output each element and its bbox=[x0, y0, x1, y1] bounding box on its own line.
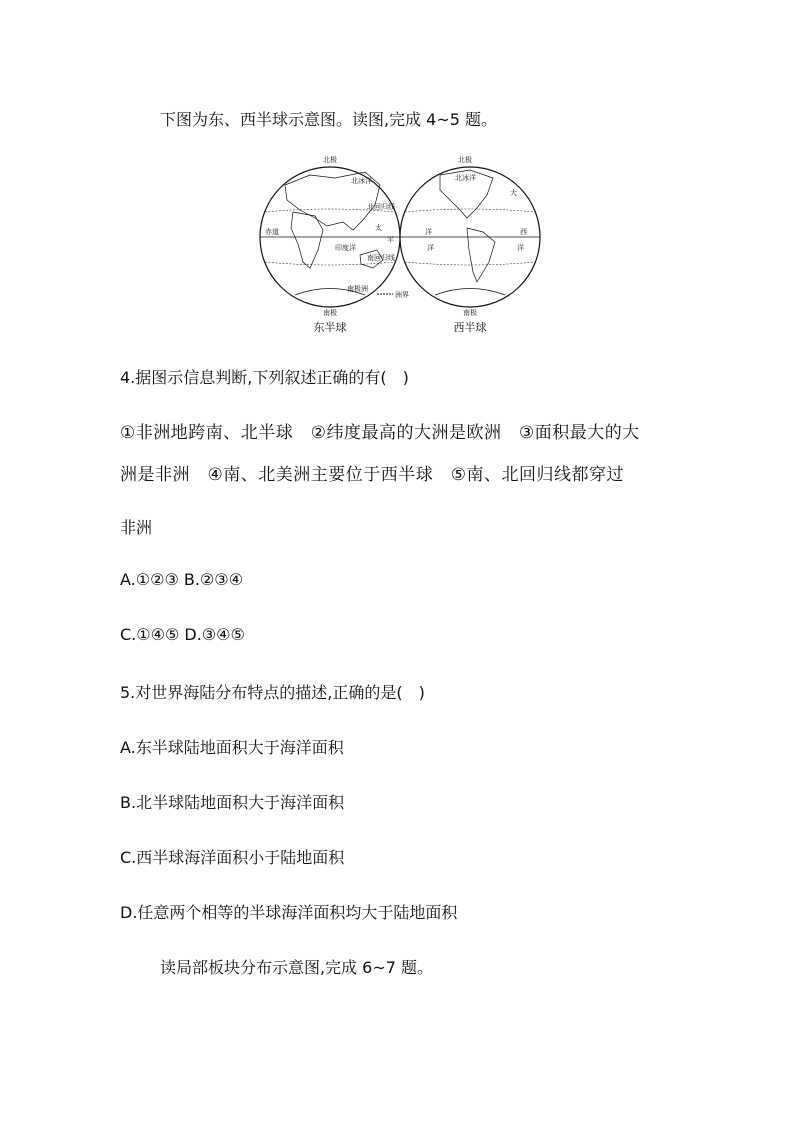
west-label-arctic-ocean: 北冰洋 bbox=[455, 174, 476, 182]
question-5-stem: 5.对世界海陆分布特点的描述,正确的是( ) bbox=[120, 683, 425, 702]
east-label-arctic-ocean: 北冰洋 bbox=[351, 177, 372, 185]
west-label-yang-3: 洋 bbox=[427, 244, 434, 252]
question-4-options-ab: A.①②③ B.②③④ bbox=[120, 570, 243, 589]
west-south-pole-label: 南极 bbox=[463, 309, 477, 317]
east-label-tai: 太 bbox=[375, 224, 382, 232]
intro-text: 下图为东、西半球示意图。读图,完成 4~5 题。 bbox=[160, 110, 498, 129]
west-label-da: 大 bbox=[510, 189, 517, 197]
question-4-statements-line-3: 非洲 bbox=[120, 518, 153, 537]
east-label-tropic-capricorn: 南回归线 bbox=[367, 254, 395, 262]
west-label-xi: 西 bbox=[520, 228, 527, 236]
east-label-ping: 平 bbox=[387, 236, 394, 244]
question-4-options-cd: C.①④⑤ D.③④⑤ bbox=[120, 625, 245, 644]
east-label-tropic-cancer: 北回归线 bbox=[367, 203, 395, 211]
west-label-yang: 洋 bbox=[425, 228, 432, 236]
hemispheres-figure bbox=[255, 150, 550, 340]
question-5-option-a: A.东半球陆地面积大于海洋面积 bbox=[120, 738, 344, 757]
intro-text-2: 读局部板块分布示意图,完成 6~7 题。 bbox=[160, 958, 434, 977]
question-5-option-b: B.北半球陆地面积大于海洋面积 bbox=[120, 793, 345, 812]
question-4-stem: 4.据图示信息判断,下列叙述正确的有( ) bbox=[120, 368, 409, 387]
question-4-statements-line-2: 洲是非洲 ④南、北美洲主要位于西半球 ⑤南、北回归线都穿过 bbox=[120, 465, 624, 485]
question-4-statements-line-1: ①非洲地跨南、北半球 ②纬度最高的大洲是欧洲 ③面积最大的大 bbox=[120, 423, 640, 443]
east-south-pole-label: 南极 bbox=[323, 309, 337, 317]
west-hemisphere-title: 西半球 bbox=[453, 321, 487, 334]
west-north-pole-label: 北极 bbox=[458, 156, 472, 164]
east-label-equator: 赤道 bbox=[265, 228, 279, 236]
hemispheres-map bbox=[255, 150, 550, 340]
east-north-pole-label: 北极 bbox=[323, 156, 337, 164]
legend-continent-boundary: 洲界 bbox=[395, 291, 409, 299]
west-label-yang-2: 洋 bbox=[517, 244, 524, 252]
question-5-option-d: D.任意两个相等的半球海洋面积均大于陆地面积 bbox=[120, 903, 458, 922]
east-label-indian-ocean: 印度洋 bbox=[335, 244, 356, 252]
question-5-option-c: C.西半球海洋面积小于陆地面积 bbox=[120, 848, 345, 867]
east-label-antarctica: 南极洲 bbox=[347, 285, 368, 293]
east-hemisphere-title: 东半球 bbox=[313, 321, 347, 334]
